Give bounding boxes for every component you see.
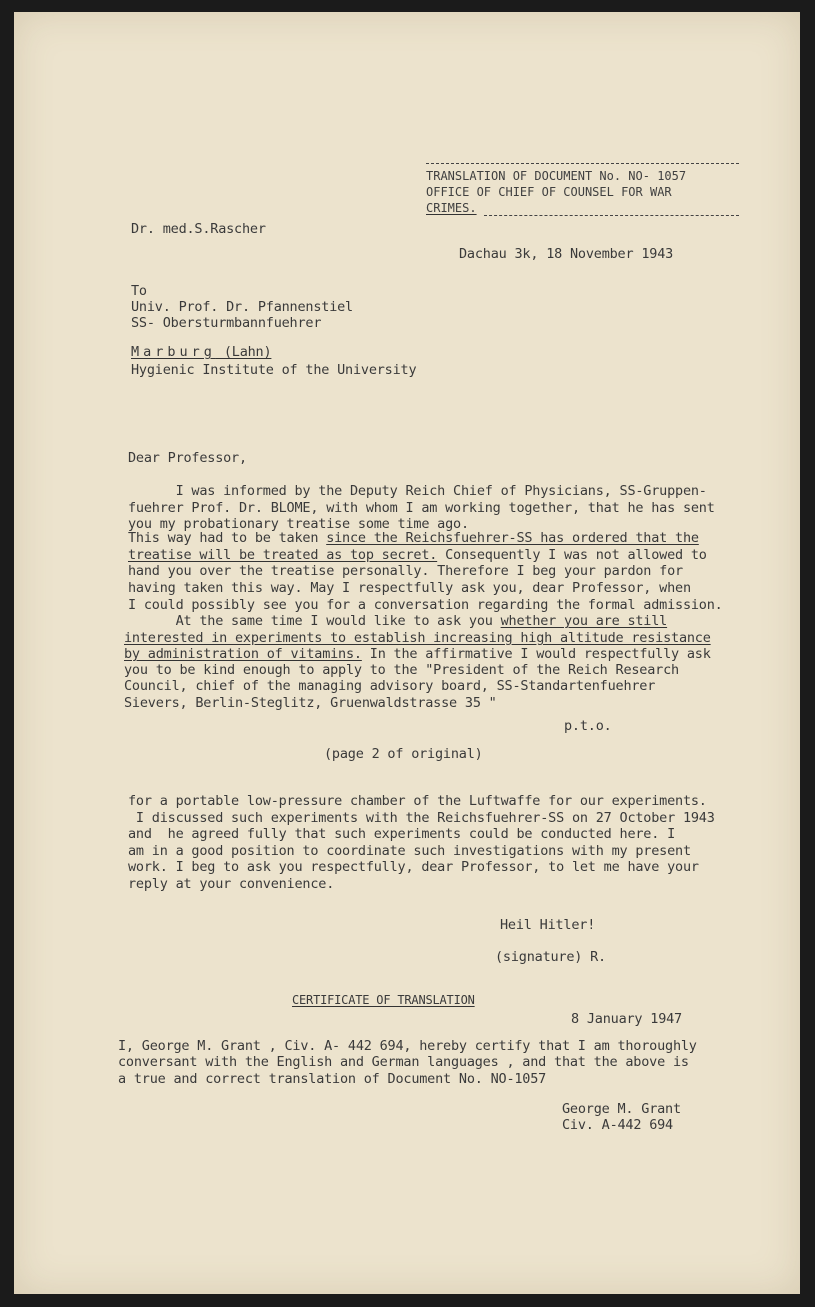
body-p2-start: This way had to be taken — [128, 530, 327, 546]
pto: p.t.o. — [564, 718, 612, 734]
recipient-institute: Hygienic Institute of the University — [131, 362, 417, 378]
body-p2-rest: Consequently I was not allowed to — [437, 547, 707, 563]
body2-line-1: for a portable low-pressure chamber of the Luftwaffe for our experiments. — [128, 793, 707, 809]
body-p2-line-2 — [128, 548, 707, 563]
body2-line-3: and he agreed fully that such experiments could be conducted here. I — [128, 826, 676, 842]
recipient-rank: SS- Obersturmbannfuehrer — [131, 315, 322, 331]
certificate-line-2: conversant with the English and German languages , and that the above is — [118, 1054, 689, 1070]
recipient-city-line — [131, 345, 271, 360]
body-p2-line-1 — [128, 531, 699, 546]
header-line-1: TRANSLATION OF DOCUMENT No. NO- 1057 — [426, 169, 687, 183]
certificate-line-1: I, George M. Grant , Civ. A- 442 694, hereby certify that I am thoroughly — [118, 1038, 697, 1054]
body2-line-4: am in a good position to coordinate such investigations with my present — [128, 843, 691, 859]
header-line-2: OFFICE OF CHIEF OF COUNSEL FOR WAR — [426, 185, 672, 199]
body2-line-5: work. I beg to ask you respectfully, dear Professor, to let me have your — [128, 859, 699, 875]
body-p3-line-1 — [128, 614, 667, 629]
salutation: Dear Professor, — [128, 450, 247, 466]
body-p2-line-5: I could possibly see you for a conversation regarding the formal admission. — [128, 597, 723, 613]
certificate-title: CERTIFICATE OF TRANSLATION — [292, 993, 475, 1007]
body2-line-2: I discussed such experiments with the Reichsfuehrer-SS on 27 October 1943 — [128, 810, 715, 826]
recipient-name: Univ. Prof. Dr. Pfannenstiel — [131, 299, 353, 315]
header-line-3: CRIMES. — [426, 201, 477, 215]
body-p2-underline-1: since the Reichsfuehrer-SS has ordered that the — [326, 530, 699, 546]
body-p2-line-3: hand you over the treatise personally. Therefore I beg your pardon for — [128, 563, 683, 579]
certificate-sign-id: Civ. A-442 694 — [562, 1117, 673, 1133]
body-p3-start: At the same time I would like to ask you — [128, 613, 501, 629]
body-p2-underline-2: treatise will be treated as top secret. — [128, 547, 438, 563]
sender: Dr. med.S.Rascher — [131, 221, 266, 237]
certificate-line-3: a true and correct translation of Document No. NO-1057 — [118, 1071, 547, 1087]
recipient-to: To — [131, 283, 147, 299]
page-marker: (page 2 of original) — [324, 746, 483, 762]
certificate-sign-name: George M. Grant — [562, 1101, 681, 1117]
closing: Heil Hitler! — [500, 917, 596, 933]
body-p1-line-2: fuehrer Prof. Dr. BLOME, with whom I am working together, that he has sent — [128, 500, 715, 516]
recipient-city-suffix: (Lahn) — [215, 344, 272, 360]
body-p1-line-1: I was informed by the Deputy Reich Chief of Physicians, SS-Gruppen- — [128, 483, 707, 499]
recipient-city: Marburg — [131, 344, 216, 360]
body-p3-line-4: you to be kind enough to apply to the "President of the Reich Research — [124, 662, 679, 678]
body-p3-line-5: Council, chief of the managing advisory board, SS-Standartenfuehrer — [124, 678, 656, 694]
document-page — [14, 12, 800, 1294]
body-p3-underline-1: whether you are still — [500, 613, 668, 629]
body-p2-line-4: having taken this way. May I respectfully ask you, dear Professor, when — [128, 580, 691, 596]
body-p3-rest: In the affirmative I would respectfully ask — [361, 646, 711, 662]
body-p3-underline-2: interested in experiments to establish increasing high altitude resistance — [124, 630, 711, 646]
header-top-rule — [426, 163, 739, 164]
place-date: Dachau 3k, 18 November 1943 — [459, 246, 674, 262]
body2-line-6: reply at your convenience. — [128, 876, 335, 892]
signature: (signature) R. — [495, 949, 606, 965]
body-p1-line-3: you my probationary treatise some time ago. — [128, 516, 469, 532]
header-bottom-rule — [484, 215, 739, 216]
body-p3-line-3 — [124, 647, 711, 662]
certificate-date: 8 January 1947 — [571, 1011, 682, 1027]
body-p3-line-6: Sievers, Berlin-Steglitz, Gruenwaldstrasse 35 " — [124, 695, 497, 711]
body-p3-underline-3: by administration of vitamins. — [124, 646, 362, 662]
